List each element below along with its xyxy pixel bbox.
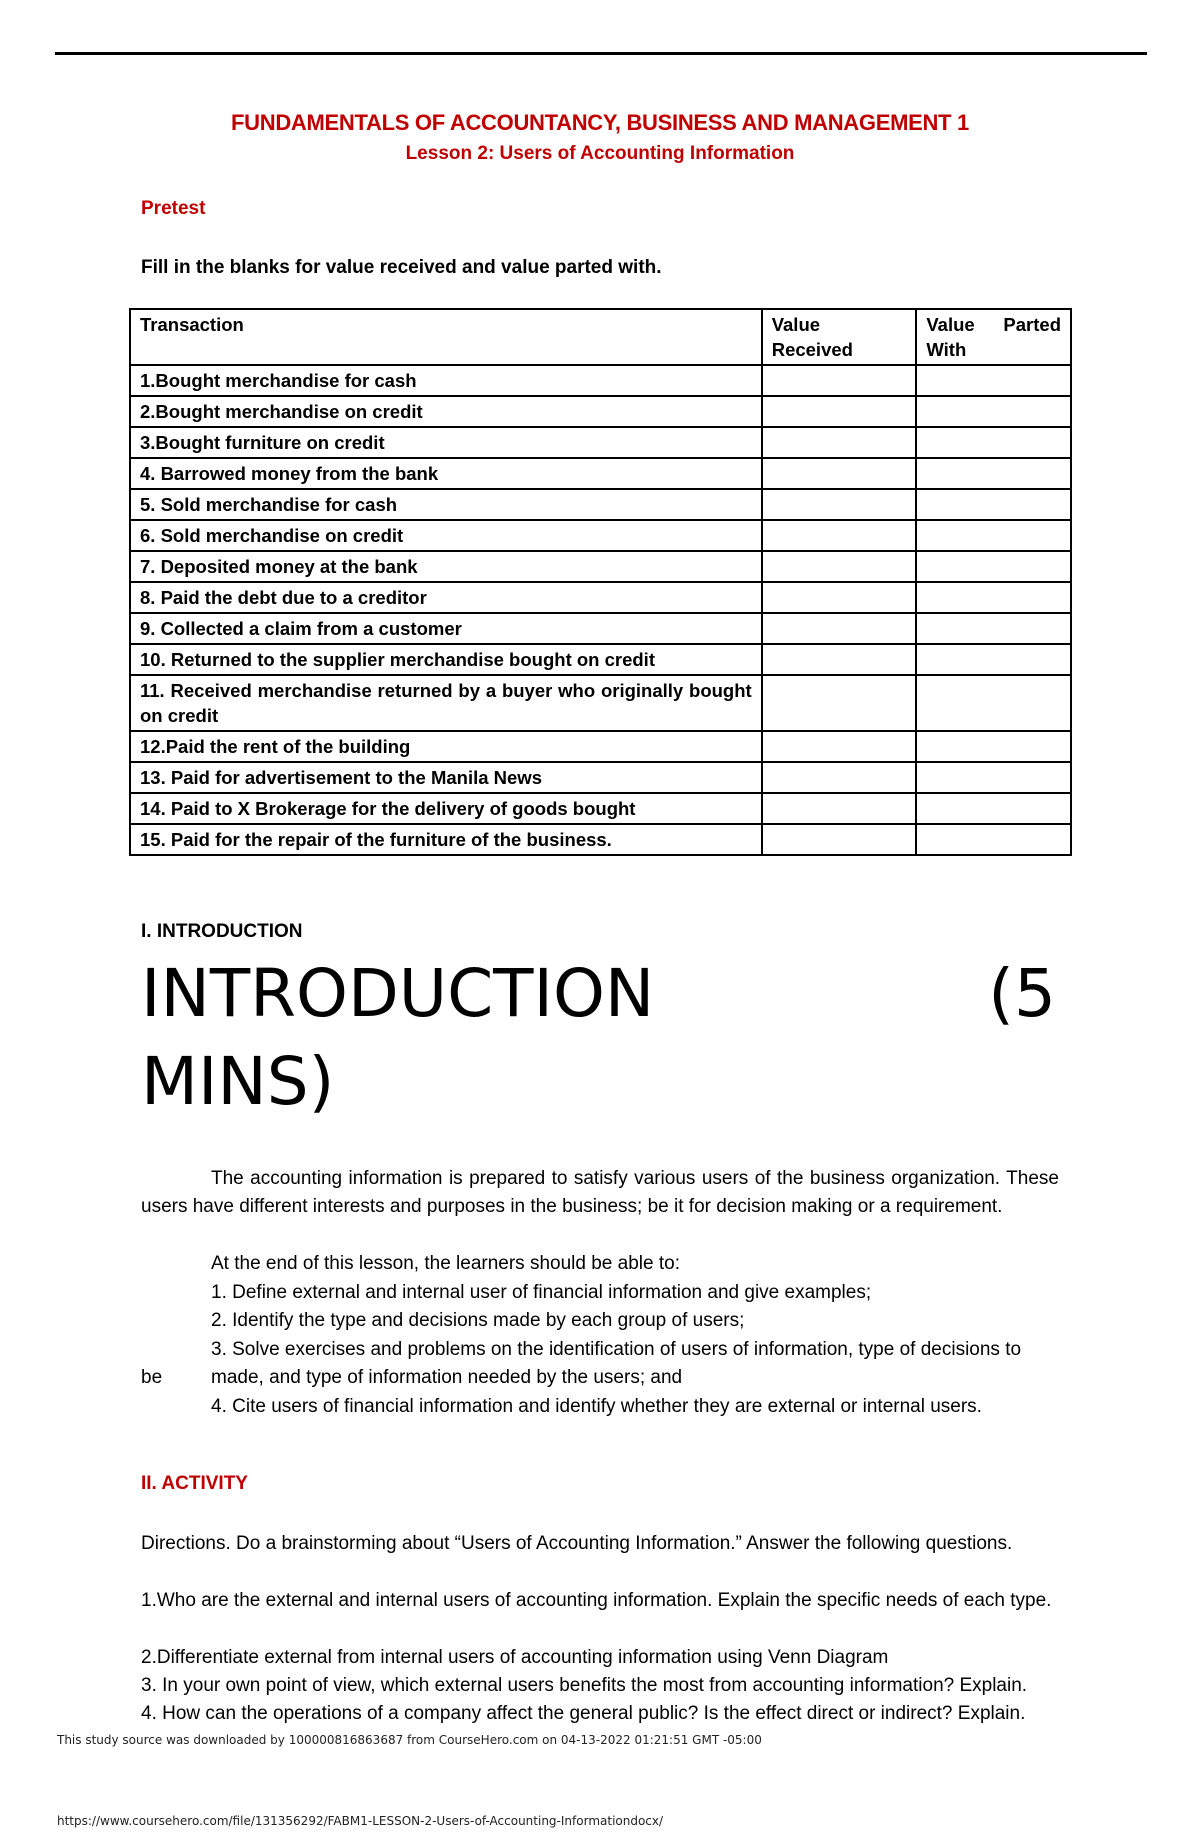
introduction-section-label: I. INTRODUCTION [141,921,303,942]
header-value-parted-line2: With [926,339,967,360]
header-transaction-label: Transaction [140,314,244,335]
transaction-cell: 5. Sold merchandise for cash [130,489,762,520]
transaction-cell: 13. Paid for advertisement to the Manila News [130,762,762,793]
value-parted-blank[interactable] [916,675,1071,731]
activity-section-label: II. ACTIVITY [141,1473,248,1494]
table-row [130,489,1071,520]
introduction-paragraph-text: The accounting information is prepared to satisfy various users of the business organization. These users have different interests and purposes in the business; be it for decision making or a requirement. [141,1168,1059,1217]
transaction-cell: 9. Collected a claim from a customer [130,613,762,644]
table-row [130,551,1071,582]
header-value-parted [916,309,1071,365]
value-parted-blank[interactable] [916,551,1071,582]
value-received-blank[interactable] [762,551,917,582]
table-row [130,675,1071,731]
value-received-blank[interactable] [762,644,917,675]
value-parted-blank[interactable] [916,458,1071,489]
question-4: 4. How can the operations of a company affect the general public? Is the effect direct or indirect? Explain. [141,1703,1026,1724]
big-heading-line2: MINS) [141,1043,335,1120]
table-row [130,824,1071,855]
table-row [130,613,1071,644]
objective-1: 1. Define external and internal user of financial information and give examples; [211,1282,872,1303]
objectives-intro: At the end of this lesson, the learners should be able to: [211,1253,680,1274]
header-value-received-line1: Value [771,314,821,335]
header-value-parted-word-parted: Parted [1003,314,1061,335]
value-received-blank[interactable] [762,824,917,855]
value-received-blank[interactable] [762,489,917,520]
table-row [130,458,1071,489]
transaction-cell: 1.Bought merchandise for cash [130,365,762,396]
value-parted-blank[interactable] [916,489,1071,520]
value-parted-blank[interactable] [916,520,1071,551]
table-row [130,396,1071,427]
objective-3-line1: 3. Solve exercises and problems on the identification of users of information, type of decisions to [211,1339,1022,1360]
value-received-blank[interactable] [762,675,917,731]
pretest-instruction: Fill in the blanks for value received and value parted with. [141,257,662,278]
table-row [130,520,1071,551]
transaction-cell: 11. Received merchandise returned by a buyer who originally bought on credit [130,675,762,731]
value-parted-blank[interactable] [916,762,1071,793]
table-row [130,731,1071,762]
transaction-cell: 7. Deposited money at the bank [130,551,762,582]
value-received-blank[interactable] [762,520,917,551]
table-row [130,644,1071,675]
table-row [130,365,1071,396]
introduction-paragraph [141,1165,1059,1221]
big-heading-line1 [141,950,1056,1038]
value-received-blank[interactable] [762,731,917,762]
question-2: 2.Differentiate external from internal users of accounting information using Venn Diagram [141,1647,889,1668]
transaction-cell: 10. Returned to the supplier merchandise bought on credit [130,644,762,675]
objective-3-line2: made, and type of information needed by the users; and [211,1367,683,1388]
table-row [130,582,1071,613]
value-received-blank[interactable] [762,365,917,396]
transaction-cell: 8. Paid the debt due to a creditor [130,582,762,613]
table-header-row [130,309,1071,365]
transaction-cell: 12.Paid the rent of the building [130,731,762,762]
transaction-cell: 14. Paid to X Brokerage for the delivery of goods bought [130,793,762,824]
objective-3-be: be [141,1367,163,1388]
value-received-blank[interactable] [762,427,917,458]
value-received-blank[interactable] [762,458,917,489]
pretest-heading: Pretest [141,198,206,219]
value-parted-blank[interactable] [916,824,1071,855]
value-received-blank[interactable] [762,793,917,824]
transaction-cell: 2.Bought merchandise on credit [130,396,762,427]
objective-4: 4. Cite users of financial information and identify whether they are external or internal users. [211,1396,982,1417]
header-value-received-line2: Received [771,339,853,360]
table-row [130,427,1071,458]
value-parted-blank[interactable] [916,644,1071,675]
transaction-cell: 15. Paid for the repair of the furniture of the business. [130,824,762,855]
activity-directions: Directions. Do a brainstorming about “Users of Accounting Information.” Answer the following questions. [141,1533,1013,1554]
value-parted-blank[interactable] [916,613,1071,644]
header-value-received [762,309,917,365]
transaction-cell: 4. Barrowed money from the bank [130,458,762,489]
value-received-blank[interactable] [762,613,917,644]
top-horizontal-rule [55,52,1147,55]
big-heading-word-5: (5 [988,955,1056,1032]
value-received-blank[interactable] [762,396,917,427]
header-transaction [130,309,762,365]
table-row [130,762,1071,793]
pretest-table [129,308,1072,856]
value-parted-blank[interactable] [916,365,1071,396]
document-title: FUNDAMENTALS OF ACCOUNTANCY, BUSINESS AND MANAGEMENT 1 [231,110,969,135]
header-value-parted-word-value: Value [926,314,975,335]
header-value-parted-line1 [926,312,1061,337]
paragraph-indent [141,1168,211,1189]
value-parted-blank[interactable] [916,793,1071,824]
introduction-big-heading [141,950,1056,1126]
objective-2: 2. Identify the type and decisions made by each group of users; [211,1310,745,1331]
value-received-blank[interactable] [762,582,917,613]
table-row [130,793,1071,824]
value-parted-blank[interactable] [916,582,1071,613]
question-1: 1.Who are the external and internal users of accounting information. Explain the specific needs of each type. [141,1590,1052,1611]
value-parted-blank[interactable] [916,396,1071,427]
download-source-note: This study source was downloaded by 100000816863687 from CourseHero.com on 04-13-2022 01:21:51 GMT -05:00 [57,1733,762,1747]
value-parted-blank[interactable] [916,427,1071,458]
big-heading-word-introduction: INTRODUCTION [141,955,655,1032]
transaction-cell: 3.Bought furniture on credit [130,427,762,458]
value-received-blank[interactable] [762,762,917,793]
lesson-subtitle: Lesson 2: Users of Accounting Information [405,143,795,164]
value-parted-blank[interactable] [916,731,1071,762]
transaction-cell: 6. Sold merchandise on credit [130,520,762,551]
source-url[interactable]: https://www.coursehero.com/file/131356292/FABM1-LESSON-2-Users-of-Accounting-Informationdocx/ [57,1814,664,1828]
question-3: 3. In your own point of view, which external users benefits the most from accounting information? Explain. [141,1675,1028,1696]
